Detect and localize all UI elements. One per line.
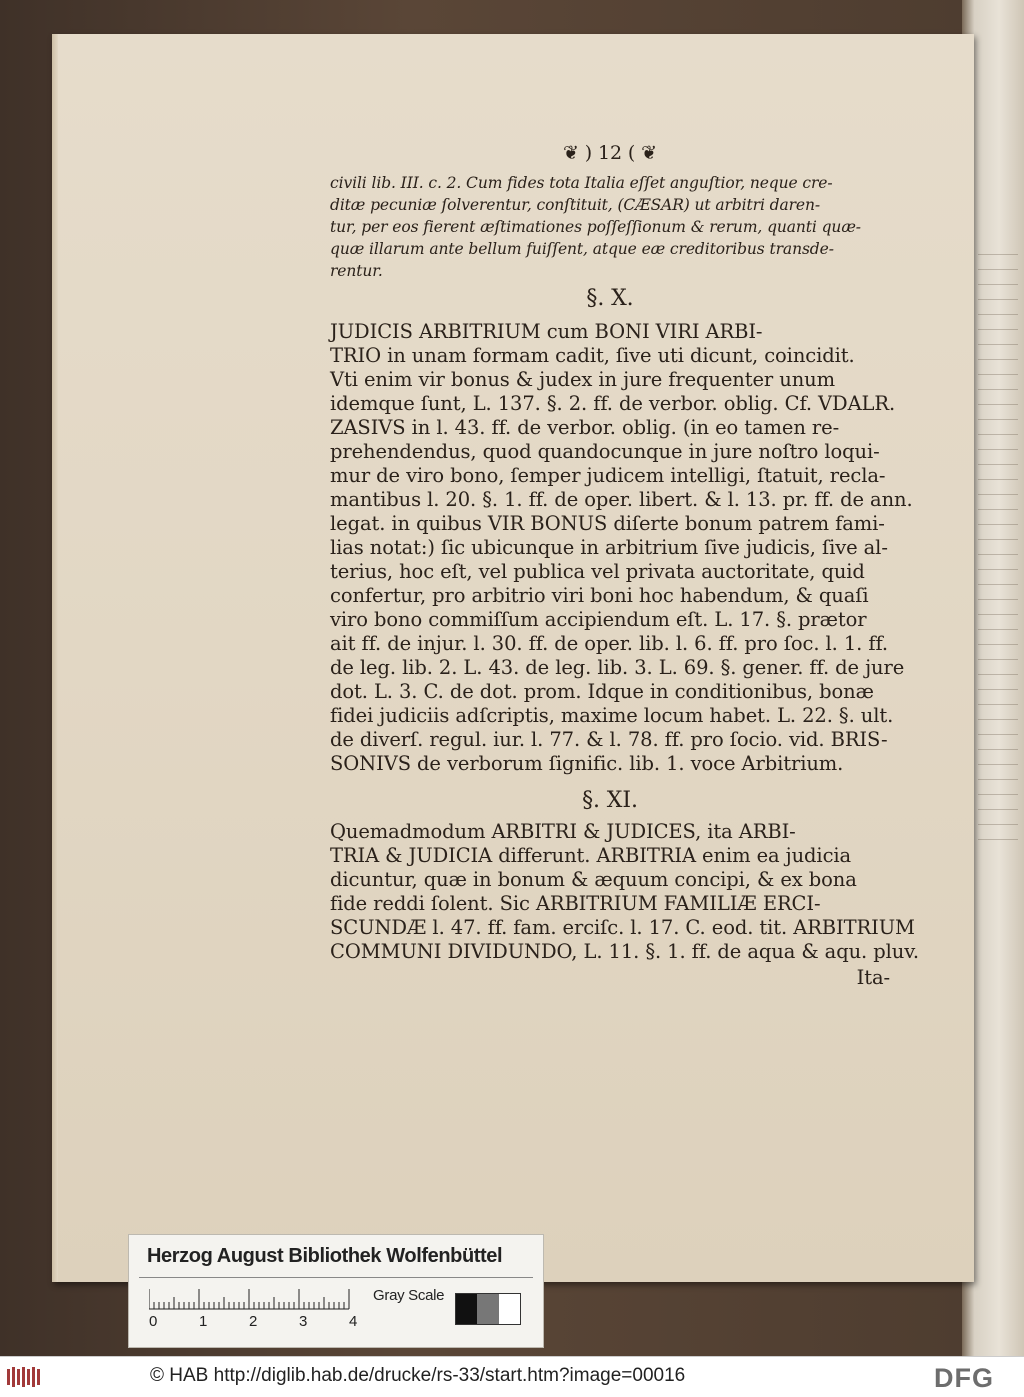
text-line: SCUNDÆ l. 47. ff. fam. erciſc. l. 17. C. eod. tit. ARBITRIUM — [330, 916, 915, 939]
text-line: mur de viro bono, ſemper judicem intelligi, ſtatuit, recla- — [330, 464, 886, 487]
text-line: lias notat:) ſic ubicunque in arbitrium ſive judicis, ſive al- — [330, 536, 888, 559]
catchword: Ita- — [856, 966, 890, 989]
text-line: JUDICIS ARBITRIUM cum BONI VIRI ARBI- — [330, 320, 763, 343]
text-line: TRIA & JUDICIA differunt. ARBITRIA enim ea judicia — [330, 844, 852, 867]
source-link[interactable]: © HAB http://diglib.hab.de/drucke/rs-33/start.htm?image=00016 — [150, 1365, 686, 1386]
section-heading-x: §. X. — [586, 286, 634, 311]
text-line: de diverſ. regul. iur. l. 77. & l. 78. ff. pro ſocio. vid. BRIS- — [330, 728, 888, 751]
dfg-logo: DFG — [934, 1363, 994, 1393]
text-line: terius, hoc eſt, vel publica vel privata auctoritate, quid — [330, 560, 865, 583]
ruler-number: 0 — [149, 1313, 158, 1330]
hab-logo-icon — [6, 1365, 46, 1389]
ruler-number: 3 — [299, 1313, 308, 1330]
card-divider — [139, 1277, 533, 1278]
text-line: idemque ſunt, L. 137. §. 2. ff. de verbor. oblig. Cf. VDALR. — [330, 392, 896, 415]
text-line: Vti enim vir bonus & judex in jure frequenter unum — [330, 368, 836, 391]
note-line: rentur. — [330, 262, 383, 280]
text-line: fidei judiciis adſcriptis, maxime locum habet. L. 22. §. ult. — [330, 704, 894, 727]
gray-patch-mid — [477, 1294, 498, 1324]
text-line: de leg. lib. 2. L. 43. de leg. lib. 3. L. 69. §. gener. ff. de jure — [330, 656, 905, 679]
library-name: Herzog August Bibliothek Wolfenbüttel — [147, 1245, 503, 1267]
text-line: dot. L. 3. C. de dot. prom. Idque in conditionibus, bonæ — [330, 680, 874, 703]
gray-scale-label: Gray Scale — [373, 1287, 445, 1304]
ruler-number: 2 — [249, 1313, 258, 1330]
library-color-card — [128, 1234, 544, 1348]
text-line: ait ff. de injur. l. 30. ff. de oper. lib. l. 6. ff. pro ſoc. l. 1. ff. — [330, 632, 888, 655]
text-line: dicuntur, quæ in bonum & æquum concipi, & ex bona — [330, 868, 857, 891]
text-line: viro bono commiſſum accipiendum eſt. L. 17. §. prætor — [330, 608, 867, 631]
note-line: quæ illarum ante bellum fuiſſent, atque eæ creditoribus transde- — [330, 240, 834, 258]
note-line: tur, per eos fierent æſtimationes poſſeſſionum & rerum, quanti quæ- — [330, 218, 861, 236]
ruler-number: 1 — [199, 1313, 208, 1330]
ruler-number: 4 — [349, 1313, 358, 1330]
adjacent-page-text — [978, 240, 1018, 840]
text-line: COMMUNI DIVIDUNDO, L. 11. §. 1. ff. de aqua & aqu. pluv. — [330, 940, 919, 963]
text-line: legat. in quibus VIR BONUS diſerte bonum patrem fami- — [330, 512, 885, 535]
running-header: ❦ ) 12 ( ❦ — [562, 142, 657, 164]
text-line: mantibus l. 20. §. 1. ff. de oper. libert. & l. 13. pr. ff. de ann. — [330, 488, 913, 511]
note-line: ditæ pecuniæ ſolverentur, conſtituit, (CÆSAR) ut arbitri daren- — [330, 196, 820, 214]
gray-patch-dark — [456, 1294, 477, 1324]
section-heading-xi: §. XI. — [582, 788, 638, 813]
text-line: fide reddi ſolent. Sic ARBITRIUM FAMILIÆ ERCI- — [330, 892, 821, 915]
text-line: SONIVS de verborum ſignific. lib. 1. voce Arbitrium. — [330, 752, 844, 775]
gray-patch-light — [499, 1294, 520, 1324]
text-line: Quemadmodum ARBITRI & JUDICES, ita ARBI- — [330, 820, 796, 843]
viewer-footer — [0, 1356, 1024, 1397]
text-line: TRIO in unam formam cadit, ſive uti dicunt, coincidit. — [330, 344, 855, 367]
gray-scale-patches — [455, 1293, 521, 1325]
note-line: civili lib. III. c. 2. Cum fides tota Italia eſſet anguſtior, neque cre- — [330, 174, 833, 192]
page-shadow-edge — [52, 34, 58, 1282]
text-line: prehendendus, quod quandocunque in jure noſtro loqui- — [330, 440, 880, 463]
text-line: ZASIVS in l. 43. ff. de verbor. oblig. (in eo tamen re- — [330, 416, 840, 439]
text-line: confertur, pro arbitrio viri boni hoc habendum, & quaſi — [330, 584, 869, 607]
